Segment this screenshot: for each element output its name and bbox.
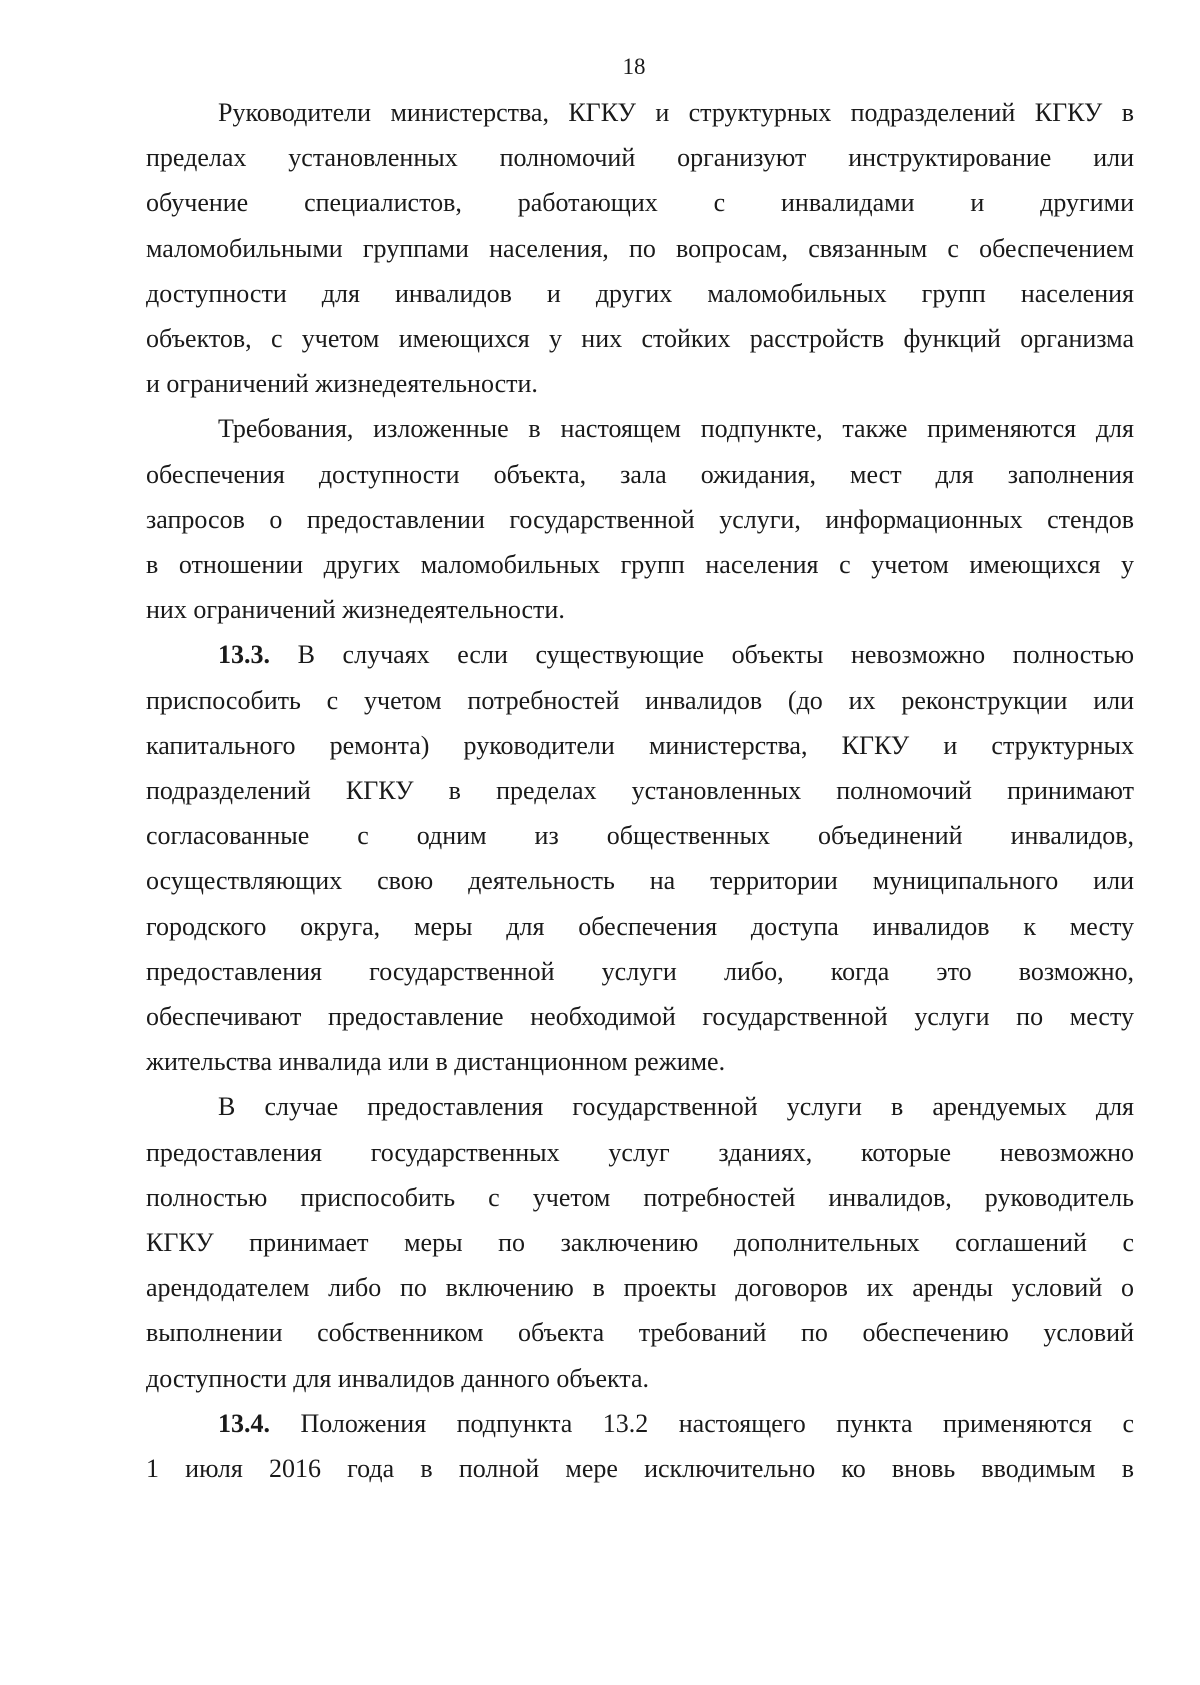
paragraph — [146, 406, 1134, 632]
line-text: и ограничений жизнедеятельности. — [146, 369, 538, 399]
line-text: маломобильными группами населения, по вопросам, связанным с обеспечением — [146, 233, 1134, 263]
paragraph — [146, 90, 1134, 406]
text-line — [146, 1220, 1134, 1265]
text-line — [146, 1401, 1134, 1446]
text-line — [146, 316, 1134, 361]
paragraph — [146, 1401, 1134, 1491]
line-text: в отношении других маломобильных групп населения с учетом имеющихся у — [146, 550, 1134, 580]
line-text: 1 июля 2016 года в полной мере исключительно ко вновь вводимым в — [146, 1454, 1134, 1484]
text-line — [146, 542, 1134, 587]
line-text: Руководители министерства, КГКУ и структурных подразделений КГКУ в — [218, 98, 1134, 127]
line-text: выполнении собственником объекта требований по обеспечению условий — [146, 1318, 1134, 1348]
line-text: осуществляющих свою деятельность на территории муниципального или — [146, 866, 1134, 896]
line-text: предоставления государственной услуги либо, когда это возможно, — [146, 956, 1134, 986]
line-text: городского округа, меры для обеспечения доступа инвалидов к месту — [146, 911, 1134, 941]
line-text: арендодателем либо по включению в проекты договоров их аренды условий о — [146, 1273, 1134, 1303]
text-line — [146, 587, 1134, 632]
line-text: доступности для инвалидов и других маломобильных групп населения — [146, 278, 1134, 308]
line-text: капитального ремонта) руководители министерства, КГКУ и структурных — [146, 730, 1134, 760]
text-line — [146, 813, 1134, 858]
document-body — [146, 90, 1134, 1491]
text-line — [146, 768, 1134, 813]
text-line — [146, 271, 1134, 316]
line-text: доступности для инвалидов данного объекта. — [146, 1363, 650, 1393]
clause-number: 13.4. — [218, 1408, 270, 1438]
text-line — [146, 904, 1134, 949]
line-text: запросов о предоставлении государственной услуги, информационных стендов — [146, 504, 1134, 534]
line-text: КГКУ принимает меры по заключению дополнительных соглашений с — [146, 1228, 1134, 1258]
text-line — [146, 1084, 1134, 1129]
text-line — [146, 406, 1134, 451]
paragraph — [146, 632, 1134, 1084]
line-text: В случаях если существующие объекты невозможно полностью — [270, 640, 1134, 670]
text-line — [146, 858, 1134, 903]
text-line — [146, 994, 1134, 1039]
text-line — [146, 135, 1134, 180]
line-text: объектов, с учетом имеющихся у них стойких расстройств функций организма — [146, 324, 1134, 354]
line-text: обеспечивают предоставление необходимой государственной услуги по месту — [146, 1002, 1134, 1032]
text-line — [146, 180, 1134, 225]
line-text: жительства инвалида или в дистанционном режиме. — [146, 1047, 726, 1077]
text-line — [146, 1446, 1134, 1491]
line-text: подразделений КГКУ в пределах установленных полномочий принимают — [146, 776, 1134, 806]
text-line — [146, 361, 1134, 406]
text-line — [146, 1265, 1134, 1310]
text-line — [146, 1130, 1134, 1175]
text-line — [146, 678, 1134, 723]
page-number: 18 — [622, 54, 646, 79]
line-text: обучение специалистов, работающих с инвалидами и другими — [146, 188, 1134, 218]
text-line — [146, 1356, 1134, 1401]
line-text: согласованные с одним из общественных объединений инвалидов, — [146, 821, 1134, 851]
clause-number: 13.3. — [218, 640, 270, 670]
text-line — [146, 1310, 1134, 1355]
text-line — [146, 1039, 1134, 1084]
text-line — [146, 1175, 1134, 1220]
line-text: обеспечения доступности объекта, зала ожидания, мест для заполнения — [146, 459, 1134, 489]
line-text: пределах установленных полномочий организуют инструктирование или — [146, 143, 1134, 173]
line-text: них ограничений жизнедеятельности. — [146, 595, 565, 625]
text-line — [146, 949, 1134, 994]
text-line — [146, 452, 1134, 497]
text-line — [146, 90, 1134, 135]
text-line — [146, 723, 1134, 768]
line-text: Требования, изложенные в настоящем подпункте, также применяются для — [218, 414, 1134, 444]
line-text: предоставления государственных услуг зданиях, которые невозможно — [146, 1137, 1134, 1167]
line-text: приспособить с учетом потребностей инвалидов (до их реконструкции или — [146, 685, 1134, 715]
line-text: В случае предоставления государственной услуги в арендуемых для — [218, 1092, 1134, 1122]
text-line — [146, 632, 1134, 677]
text-line — [146, 497, 1134, 542]
line-text: Положения подпункта 13.2 настоящего пункта применяются с — [270, 1408, 1134, 1438]
paragraph — [146, 1084, 1134, 1400]
line-text: полностью приспособить с учетом потребностей инвалидов, руководитель — [146, 1182, 1134, 1212]
text-line — [146, 226, 1134, 271]
